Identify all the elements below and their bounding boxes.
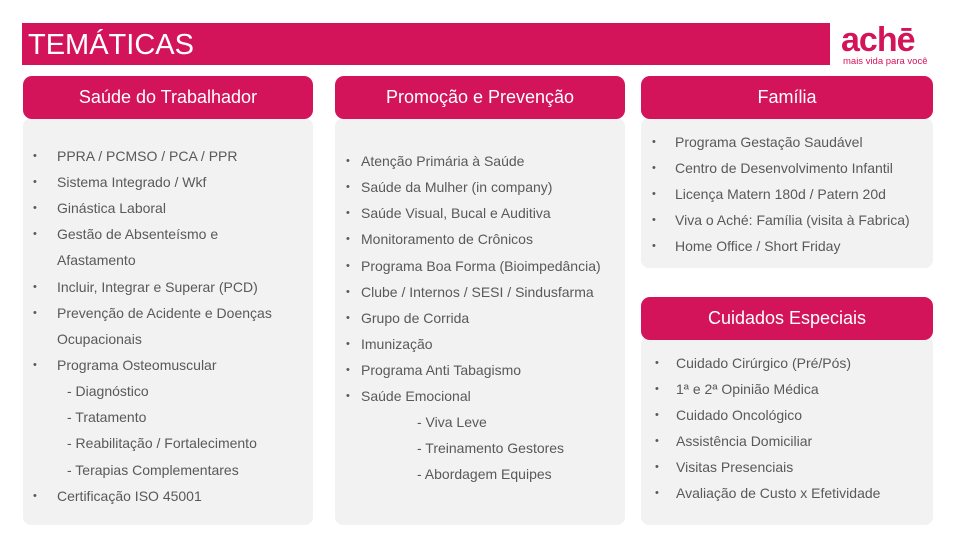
bullet: •	[33, 228, 37, 240]
bullet: •	[346, 286, 350, 298]
bullet: •	[346, 207, 350, 219]
list-item: 1ª e 2ª Opinião Médica	[676, 381, 819, 397]
bullet: •	[652, 162, 656, 174]
list-item: Atenção Primária à Saúde	[361, 153, 525, 169]
list-item: Programa Gestação Saudável	[675, 134, 863, 150]
ache-logo	[841, 22, 945, 66]
list-item: Viva o Aché: Família (visita à Fabrica)	[675, 212, 910, 228]
list-item: - Treinamento Gestores	[417, 440, 565, 456]
list-item: - Abordagem Equipes	[417, 466, 552, 482]
list-item: Programa Osteomuscular	[57, 357, 217, 373]
bullet: •	[346, 338, 350, 350]
bullet: •	[346, 390, 350, 402]
list-item: Grupo de Corrida	[361, 310, 470, 326]
list-item: - Terapias Complementares	[67, 462, 239, 478]
bullet: •	[33, 359, 37, 371]
list-item: Cuidado Oncológico	[676, 407, 803, 423]
header-cuidados-especiais: Cuidados Especiais	[641, 297, 933, 340]
bullet: •	[346, 260, 350, 272]
header-promocao-prevencao: Promoção e Prevenção	[335, 76, 625, 119]
list-item: Programa Boa Forma (Bioimpedância)	[361, 258, 601, 274]
bullet: •	[346, 155, 350, 167]
list-item: Gestão de Absenteísmo e	[57, 226, 219, 242]
page-title: TEMÁTICAS	[28, 29, 194, 61]
list-item: Licença Matern 180d / Patern 20d	[675, 186, 886, 202]
bullet: •	[33, 176, 37, 188]
bullet: •	[33, 307, 37, 319]
list-item: - Diagnóstico	[67, 383, 149, 399]
bullet: •	[33, 490, 37, 502]
bullet: •	[655, 409, 659, 421]
bullet: •	[652, 214, 656, 226]
bullet: •	[346, 181, 350, 193]
list-item: Prevenção de Acidente e Doenças	[57, 305, 272, 321]
bullet: •	[33, 150, 37, 162]
list-item: PPRA / PCMSO / PCA / PPR	[57, 148, 238, 164]
list-item: - Tratamento	[67, 409, 147, 425]
bullet: •	[655, 435, 659, 447]
list-item: Afastamento	[57, 252, 136, 268]
list-item: Certificação ISO 45001	[57, 488, 202, 504]
logo-word: achē	[841, 21, 915, 59]
list-item: Saúde Emocional	[361, 388, 471, 404]
list-item: Sistema Integrado / Wkf	[57, 174, 207, 190]
list-item: Ocupacionais	[57, 331, 142, 347]
list-item: Home Office / Short Friday	[675, 238, 841, 254]
bullet: •	[655, 487, 659, 499]
list-item: Centro de Desenvolvimento Infantil	[675, 160, 893, 176]
list-item: Saúde Visual, Bucal e Auditiva	[361, 205, 551, 221]
bullet: •	[652, 188, 656, 200]
list-item: Imunização	[361, 336, 433, 352]
header-familia: Família	[641, 76, 933, 119]
logo-tagline: mais vida para você	[843, 56, 928, 67]
bullet: •	[346, 364, 350, 376]
header-saude-trabalhador: Saúde do Trabalhador	[23, 76, 313, 119]
bullet: •	[652, 240, 656, 252]
bullet: •	[655, 357, 659, 369]
list-item: Avaliação de Custo x Efetividade	[676, 485, 881, 501]
list-item: Visitas Presenciais	[676, 459, 794, 475]
list-item: Programa Anti Tabagismo	[361, 362, 522, 378]
list-item: Cuidado Cirúrgico (Pré/Pós)	[676, 355, 852, 371]
list-item: Monitoramento de Crônicos	[361, 231, 533, 247]
bullet: •	[346, 233, 350, 245]
bullet: •	[33, 202, 37, 214]
bullet: •	[33, 281, 37, 293]
bullet: •	[655, 461, 659, 473]
list-item: - Viva Leve	[417, 414, 487, 430]
list-item: Clube / Internos / SESI / Sindusfarma	[361, 284, 594, 300]
bullet: •	[655, 383, 659, 395]
list-item: - Reabilitação / Fortalecimento	[67, 435, 257, 451]
list-item: Ginástica Laboral	[57, 200, 166, 216]
bullet: •	[652, 136, 656, 148]
list-item: Incluir, Integrar e Superar (PCD)	[57, 279, 258, 295]
list-item: Saúde da Mulher (in company)	[361, 179, 553, 195]
list-item: Assistência Domiciliar	[676, 433, 813, 449]
bullet: •	[346, 312, 350, 324]
